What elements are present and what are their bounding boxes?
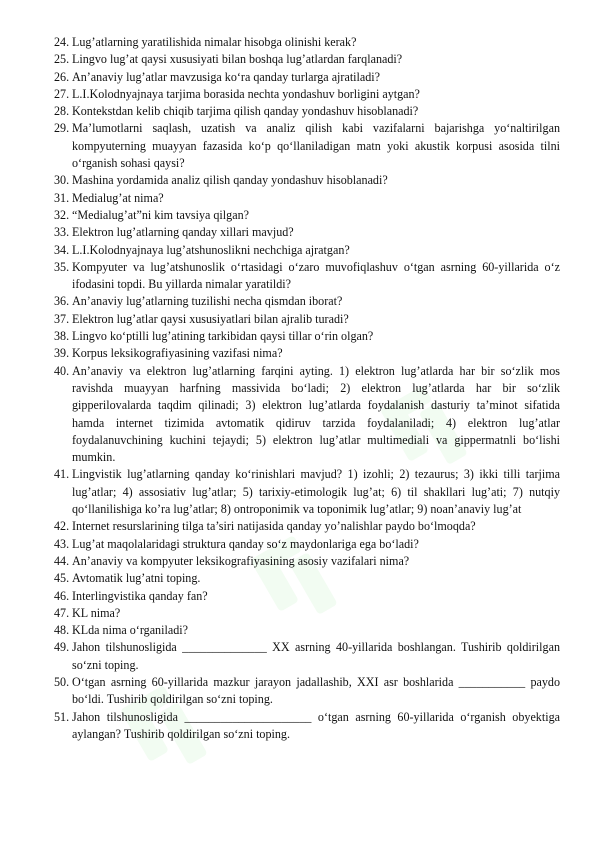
question-text: Kontekstdan kelib chiqib tarjima qilish qanday yondashuv hisoblanadi?	[72, 104, 419, 119]
question-number: 42.	[54, 519, 70, 534]
question-text: L.I.Kolodnyajnaya lug’atshunoslikni nechchiga ajratgan?	[72, 242, 350, 257]
question-text: Internet resurslarining tilga ta’siri natijasida qanday yo’nalishlar paydo bo‘lmoqda?	[72, 519, 476, 534]
question-number: 45.	[54, 571, 70, 586]
question-item	[54, 328, 560, 345]
question-text: Kompyuter va lug’atshunoslik o‘rtasidagi o‘zaro muvofiqlashuv o‘tgan asrning 60-yillarida o‘z ifodasini topdi. Bu yillarda nimalar yaratildi?	[72, 259, 560, 292]
question-number: 26.	[54, 69, 70, 84]
question-number: 46.	[54, 588, 70, 603]
question-item	[54, 51, 560, 68]
question-text: An’anaviy va elektron lug’atlarning farqini ayting. 1) elektron lug’atlarda har bir so‘zlik mos ravishda muayyan harfning massivida bo‘ladi; 2) elektron lug’atlarda har bir so‘zlik gipperilovalarda taqdim qilinadi; 3) elektron lug’atlarda foydalanish dasturiy ta’minot sifatida hamda internet tizimida avtomatik qidiruv tarzida foydalaniladi; 4) elektron lug’atlar foydalanuvchining kuchini tejaydi; 5) elektron lug’atlar multimediali va gippermatnli bo‘lishi mumkin.	[72, 363, 560, 465]
question-list	[54, 34, 560, 743]
question-number: 51.	[54, 709, 70, 724]
question-item	[54, 293, 560, 310]
question-number: 27.	[54, 86, 70, 101]
question-number: 36.	[54, 294, 70, 309]
question-text: L.I.Kolodnyajnaya tarjima borasida nechta yondashuv borligini aytgan?	[72, 86, 420, 101]
question-item	[54, 172, 560, 189]
question-item	[54, 259, 560, 294]
question-item	[54, 224, 560, 241]
question-text: Korpus leksikografiyasining vazifasi nima?	[72, 346, 283, 361]
question-number: 44.	[54, 553, 70, 568]
question-number: 37.	[54, 311, 70, 326]
question-item	[54, 709, 560, 744]
question-item	[54, 86, 560, 103]
question-text: Jahon tilshunosligida _____________________ o‘tgan asrning 60-yillarida o‘rganish obyektiga aylangan? Tushirib qoldirilgan so‘zni toping.	[72, 709, 560, 741]
question-text: An’anaviy lug’atlarning tuzilishi necha qismdan iborat?	[72, 294, 343, 309]
question-item	[54, 570, 560, 587]
question-text: Lug’at maqolalaridagi struktura qanday so‘z maydonlariga ega bo‘ladi?	[72, 536, 419, 551]
question-number: 50.	[54, 674, 70, 689]
question-item	[54, 69, 560, 86]
question-item	[54, 553, 560, 570]
question-number: 47.	[54, 605, 70, 620]
question-item	[54, 120, 560, 172]
question-number: 34.	[54, 242, 70, 257]
question-number: 30.	[54, 173, 70, 188]
question-text: Lingvistik lug’atlarning qanday ko‘rinishlari mavjud? 1) izohli; 2) tezaurus; 3) ikki tilli tarjima lug’atlar; 4) assosiativ lug’atlar; 5) tarixiy-etimologik lug’at; 6) til shakllari lug’ati; 7) nutqiy qo‘llanilishiga ko’ra lug’atlar; 8) ontroponimik va toponimik lug’atlar; 9) noan’anaviy lug’at	[72, 467, 560, 517]
question-item	[54, 207, 560, 224]
question-number: 35.	[54, 259, 70, 274]
question-item	[54, 363, 560, 467]
question-number: 31.	[54, 190, 70, 205]
question-item	[54, 345, 560, 362]
question-text: O‘tgan asrning 60-yillarida mazkur jarayon jadallashib, XXI asr boshlarida ___________ paydo bo‘ldi. Tushirib qoldirilgan so‘zni toping.	[72, 674, 560, 707]
question-number: 41.	[54, 467, 70, 482]
question-item	[54, 622, 560, 639]
question-text: Lingvo lug’at qaysi xususiyati bilan boshqa lug’atlardan farqlanadi?	[72, 52, 403, 67]
question-item	[54, 190, 560, 207]
question-page	[54, 34, 560, 743]
question-number: 43.	[54, 536, 70, 551]
question-number: 40.	[54, 363, 70, 378]
question-item	[54, 518, 560, 535]
question-number: 29.	[54, 121, 70, 136]
question-text: Elektron lug’atlarning qanday xillari mavjud?	[72, 225, 294, 240]
question-number: 38.	[54, 329, 70, 344]
question-text: KL nima?	[72, 605, 121, 620]
question-text: Avtomatik lug’atni toping.	[72, 571, 201, 586]
question-text: Mashina yordamida analiz qilish qanday yondashuv hisoblanadi?	[72, 173, 388, 188]
question-item	[54, 605, 560, 622]
question-number: 25.	[54, 52, 70, 67]
question-item	[54, 536, 560, 553]
question-text: Ma’lumotlarni saqlash, uzatish va analiz qilish kabi vazifalarni bajarishga yo‘naltirilgan kompyuterning muayyan fazasida ko‘p qo‘llaniladigan matn yoki akustik korpusi asosida tilni o‘rganish sohasi qaysi?	[72, 121, 560, 171]
question-item	[54, 588, 560, 605]
question-text: Jahon tilshunosligida ______________ XX asrning 40-yillarida boshlangan. Tushirib qoldirilgan so‘zni toping.	[72, 640, 560, 672]
question-text: Lingvo ko‘ptilli lug’atining tarkibidan qaysi tillar o‘rin olgan?	[72, 329, 374, 344]
question-text: Lug’atlarning yaratilishida nimalar hisobga olinishi kerak?	[72, 35, 357, 49]
question-text: Interlingvistika qanday fan?	[72, 588, 208, 603]
question-item	[54, 311, 560, 328]
question-number: 49.	[54, 640, 70, 655]
question-item	[54, 466, 560, 518]
question-item	[54, 103, 560, 120]
question-number: 48.	[54, 623, 70, 638]
question-number: 28.	[54, 104, 70, 119]
question-text: An’anaviy lug’atlar mavzusiga ko‘ra qanday turlarga ajratiladi?	[72, 69, 381, 84]
question-item	[54, 674, 560, 709]
question-number: 33.	[54, 225, 70, 240]
question-text: Elektron lug’atlar qaysi xususiyatlari bilan ajralib turadi?	[72, 311, 349, 326]
question-number: 32.	[54, 207, 70, 222]
question-number: 39.	[54, 346, 70, 361]
question-text: “Medialug’at”ni kim tavsiya qilgan?	[72, 207, 249, 222]
question-item	[54, 242, 560, 259]
question-item	[54, 639, 560, 674]
question-text: An’anaviy va kompyuter leksikografiyasining asosiy vazifalari nima?	[72, 553, 410, 568]
question-text: KLda nima o‘rganiladi?	[72, 623, 188, 638]
question-item	[54, 34, 560, 51]
question-text: Medialug’at nima?	[72, 190, 164, 205]
question-number: 24.	[54, 35, 70, 49]
